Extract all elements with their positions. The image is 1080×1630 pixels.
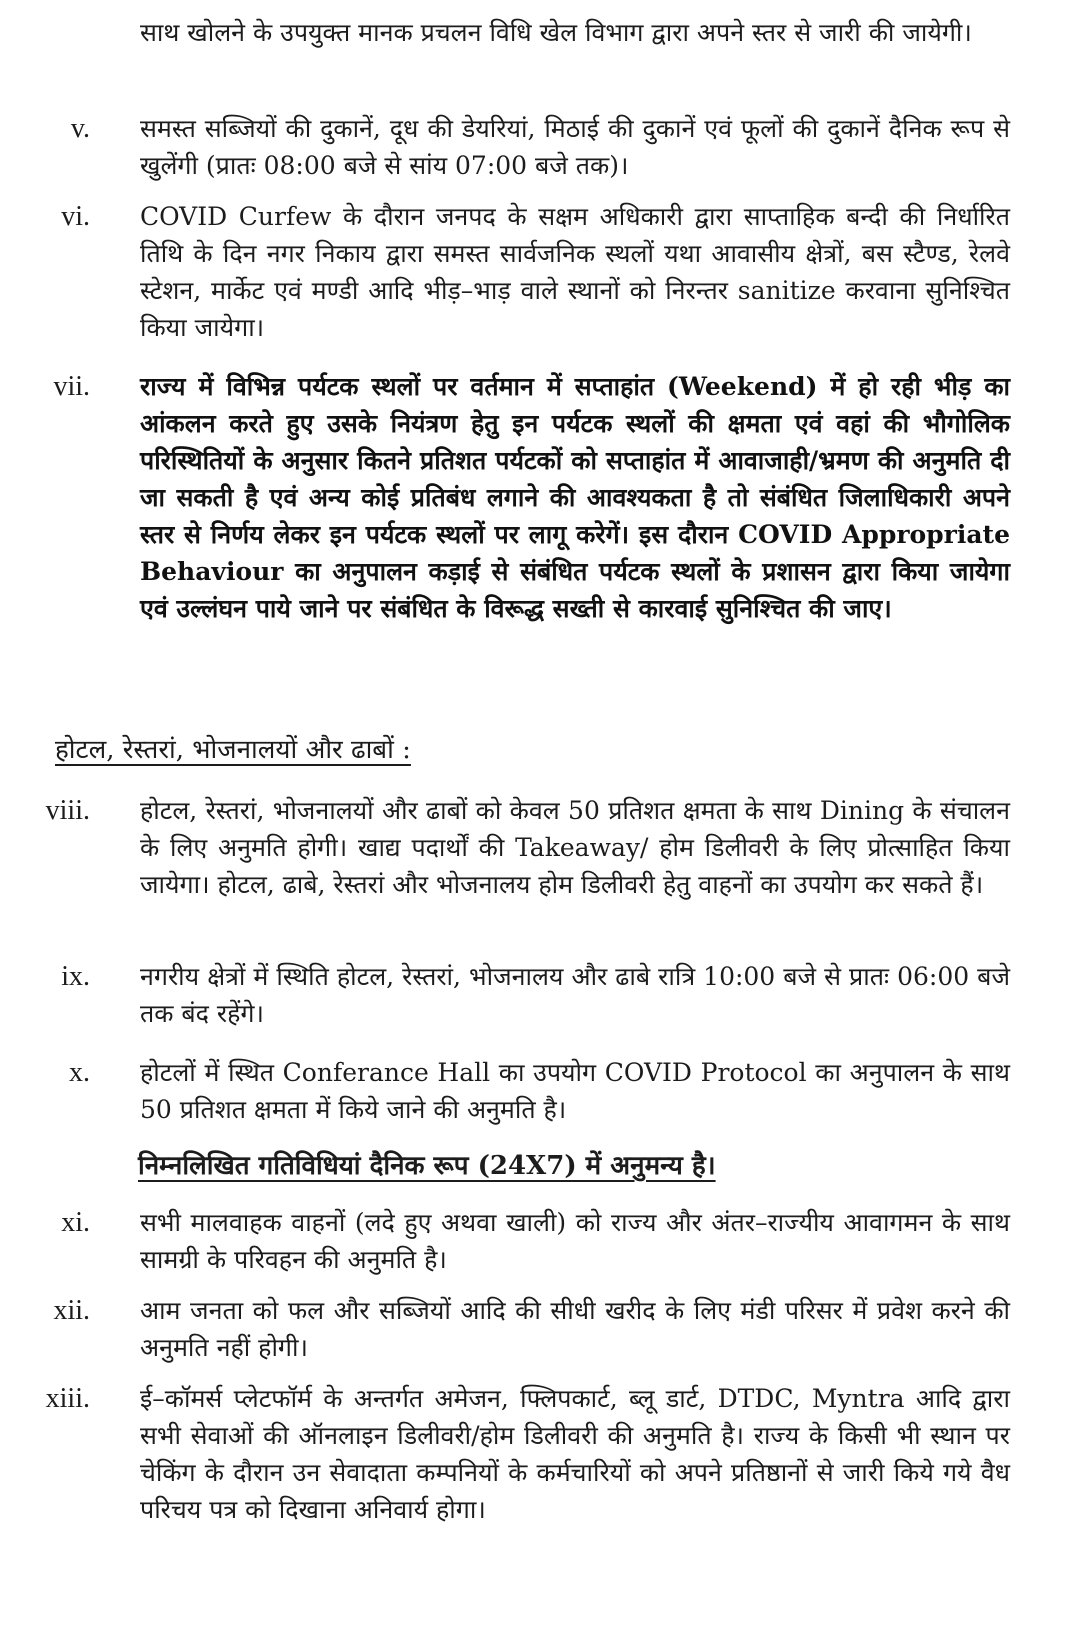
- item-number: viii.: [45, 795, 90, 826]
- item-text: होटलों में स्थित Conferance Hall का उपयोग COVID Protocol का अनुपालन के साथ 50 प्रतिशत क्षमता में किये जाने की अनुमति है।: [140, 1058, 1010, 1124]
- item-text: सभी मालवाहक वाहनों (लदे हुए अथवा खाली) को राज्य और अंतर–राज्यीय आवागमन के साथ सामग्री के परिवहन की अनुमति है।: [140, 1208, 1010, 1274]
- item-number: vii.: [53, 371, 90, 402]
- item-number: xiii.: [45, 1383, 90, 1414]
- item-text: समस्त सब्जियों की दुकानें, दूध की डेयरियां, मिठाई की दुकानें एवं फूलों की दुकानें दैनिक रूप से खुलेंगी (प्रातः 08:00 बजे से सांय 07:00 बजे तक)।: [140, 114, 1010, 180]
- item-text: ई–कॉमर्स प्लेटफॉर्म के अन्तर्गत अमेजन, फ्लिपकार्ट, ब्लू डार्ट, DTDC, Myntra आदि द्वारा सभी सेवाओं की ऑनलाइन डिलीवरी/होम डिलीवरी की अनुमति है। राज्य के किसी भी स्थान पर चेकिंग के दौरान उन सेवादाता कम्पनियों के कर्मचारियों को अपने प्रतिष्ठानों से जारी किये गये वैध परिचय पत्र को दिखाना अनिवार्य होगा।: [140, 1384, 1010, 1524]
- section-heading-hotels: होटल, रेस्तरां, भोजनालयों और ढाबों :: [55, 735, 411, 765]
- item-number: xii.: [53, 1295, 90, 1326]
- item-text: आम जनता को फल और सब्जियों आदि की सीधी खरीद के लिए मंडी परिसर में प्रवेश करने की अनुमति नहीं होगी।: [140, 1296, 1010, 1362]
- item-number: x.: [69, 1057, 90, 1088]
- item-text-bold: राज्य में विभिन्न पर्यटक स्थलों पर वर्तमान में सप्ताहांत (Weekend) में हो रही भीड़ का आंकलन करते हुए उसके नियंत्रण हेतु इन पर्यटक स्थलों की क्षमता एवं वहां की भौगोलिक परिस्थितियों के अनुसार कितने प्रतिशत पर्यटकों को सप्ताहांत में आवाजाही/भ्रमण की अनुमति दी जा सकती है एवं अन्य कोई प्रतिबंध लगाने की आवश्यकता है तो संबंधित जिलाधिकारी अपने स्तर से निर्णय लेकर इन पर्यटक स्थलों पर लागू करेगें। इस दौरान COVID Appropriate Behaviour का अनुपालन कड़ाई से संबंधित पर्यटक स्थलों के प्रशासन द्वारा किया जायेगा एवं उल्लंघन पाये जाने पर संबंधित के विरूद्ध सख्ती से कारवाई सुनिश्चित की जाए।: [140, 372, 1010, 623]
- item-text: होटल, रेस्तरां, भोजनालयों और ढाबों को केवल 50 प्रतिशत क्षमता के साथ Dining के संचालन के लिए अनुमति होगी। खाद्य पदार्थों की Takeaway/ होम डिलीवरी के लिए प्रोत्साहित किया जायेगा। होटल, ढाबे, रेस्तरां और भोजनालय होम डिलीवरी हेतु वाहनों का उपयोग कर सकते हैं।: [140, 796, 1010, 899]
- item-text: COVID Curfew के दौरान जनपद के सक्षम अधिकारी द्वारा साप्ताहिक बन्दी की निर्धारित तिथि के दिन नगर निकाय द्वारा समस्त सार्वजनिक स्थलों यथा आवासीय क्षेत्रों, बस स्टैण्ड, रेलवे स्टेशन, मार्केट एवं मण्डी आदि भीड़–भाड़ वाले स्थानों को निरन्तर sanitize करवाना सुनिश्चित किया जायेगा।: [140, 202, 1010, 342]
- item-text: नगरीय क्षेत्रों में स्थिति होटल, रेस्तरां, भोजनालय और ढाबे रात्रि 10:00 बजे से प्रातः 06:00 बजे तक बंद रहेंगे।: [140, 962, 1010, 1028]
- continuation-paragraph: साथ खोलने के उपयुक्त मानक प्रचलन विधि खेल विभाग द्वारा अपने स्तर से जारी की जायेगी।: [140, 18, 972, 47]
- item-number: ix.: [61, 961, 90, 992]
- item-number: vi.: [61, 201, 90, 232]
- item-number: v.: [70, 113, 90, 144]
- section-heading-activities: निम्नलिखित गतिविधियां दैनिक रूप (24X7) में अनुमन्य है।: [138, 1151, 716, 1181]
- item-number: xi.: [61, 1207, 90, 1238]
